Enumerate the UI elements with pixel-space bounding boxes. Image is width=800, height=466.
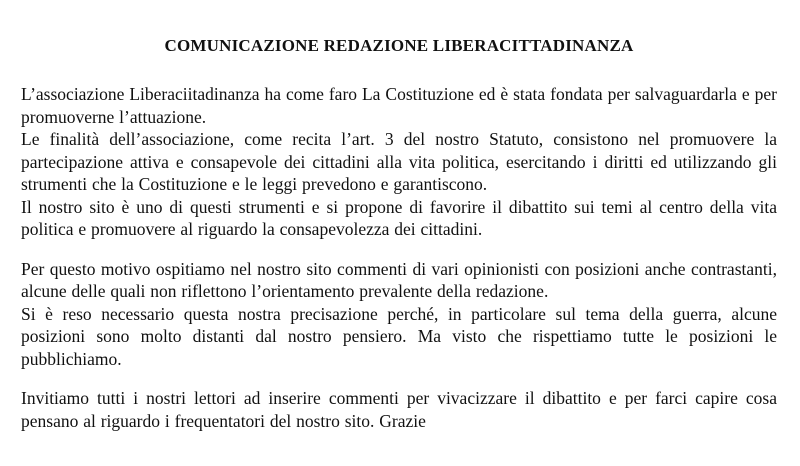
paragraph: Invitiamo tutti i nostri lettori ad inserire commenti per vivacizzare il dibattito e per farci capire cosa pensano al riguardo i frequentatori del nostro sito. Grazie — [21, 388, 777, 431]
paragraph: L’associazione Liberaciitadinanza ha come faro La Costituzione ed è stata fondata per salvaguardarla e per promuoverne l’attuazione. — [21, 84, 777, 127]
paragraph: Si è reso necessario questa nostra precisazione perché, in particolare sul tema della guerra, alcune posizioni sono molto distanti dal nostro pensiero. Ma visto che rispettiamo tutte le posizioni le pubblichiamo. — [21, 303, 777, 369]
paragraph-block-invitation — [21, 387, 777, 432]
paragraph: Il nostro sito è uno di questi strumenti e si propone di favorire il dibattito sui temi al centro della vita politica e promuovere al riguardo la consapevolezza dei cittadini. — [21, 196, 777, 239]
paragraph-block-intro — [21, 83, 777, 241]
document-title: COMUNICAZIONE REDAZIONE LIBERACITTADINANZA — [164, 36, 634, 55]
paragraph: Per questo motivo ospitiamo nel nostro sito commenti di vari opinionisti con posizioni anche contrastanti, alcune delle quali non riflettono l’orientamento prevalente della redazione. — [21, 258, 777, 301]
paragraph-block-positions — [21, 258, 777, 371]
paragraph: Le finalità dell’associazione, come recita l’art. 3 del nostro Statuto, consistono nel promuovere la partecipazione attiva e consapevole dei cittadini alla vita politica, esercitando i diritti ed utilizzando gli strumenti che la Costituzione e le leggi prevedono e garantiscono. — [21, 129, 777, 194]
